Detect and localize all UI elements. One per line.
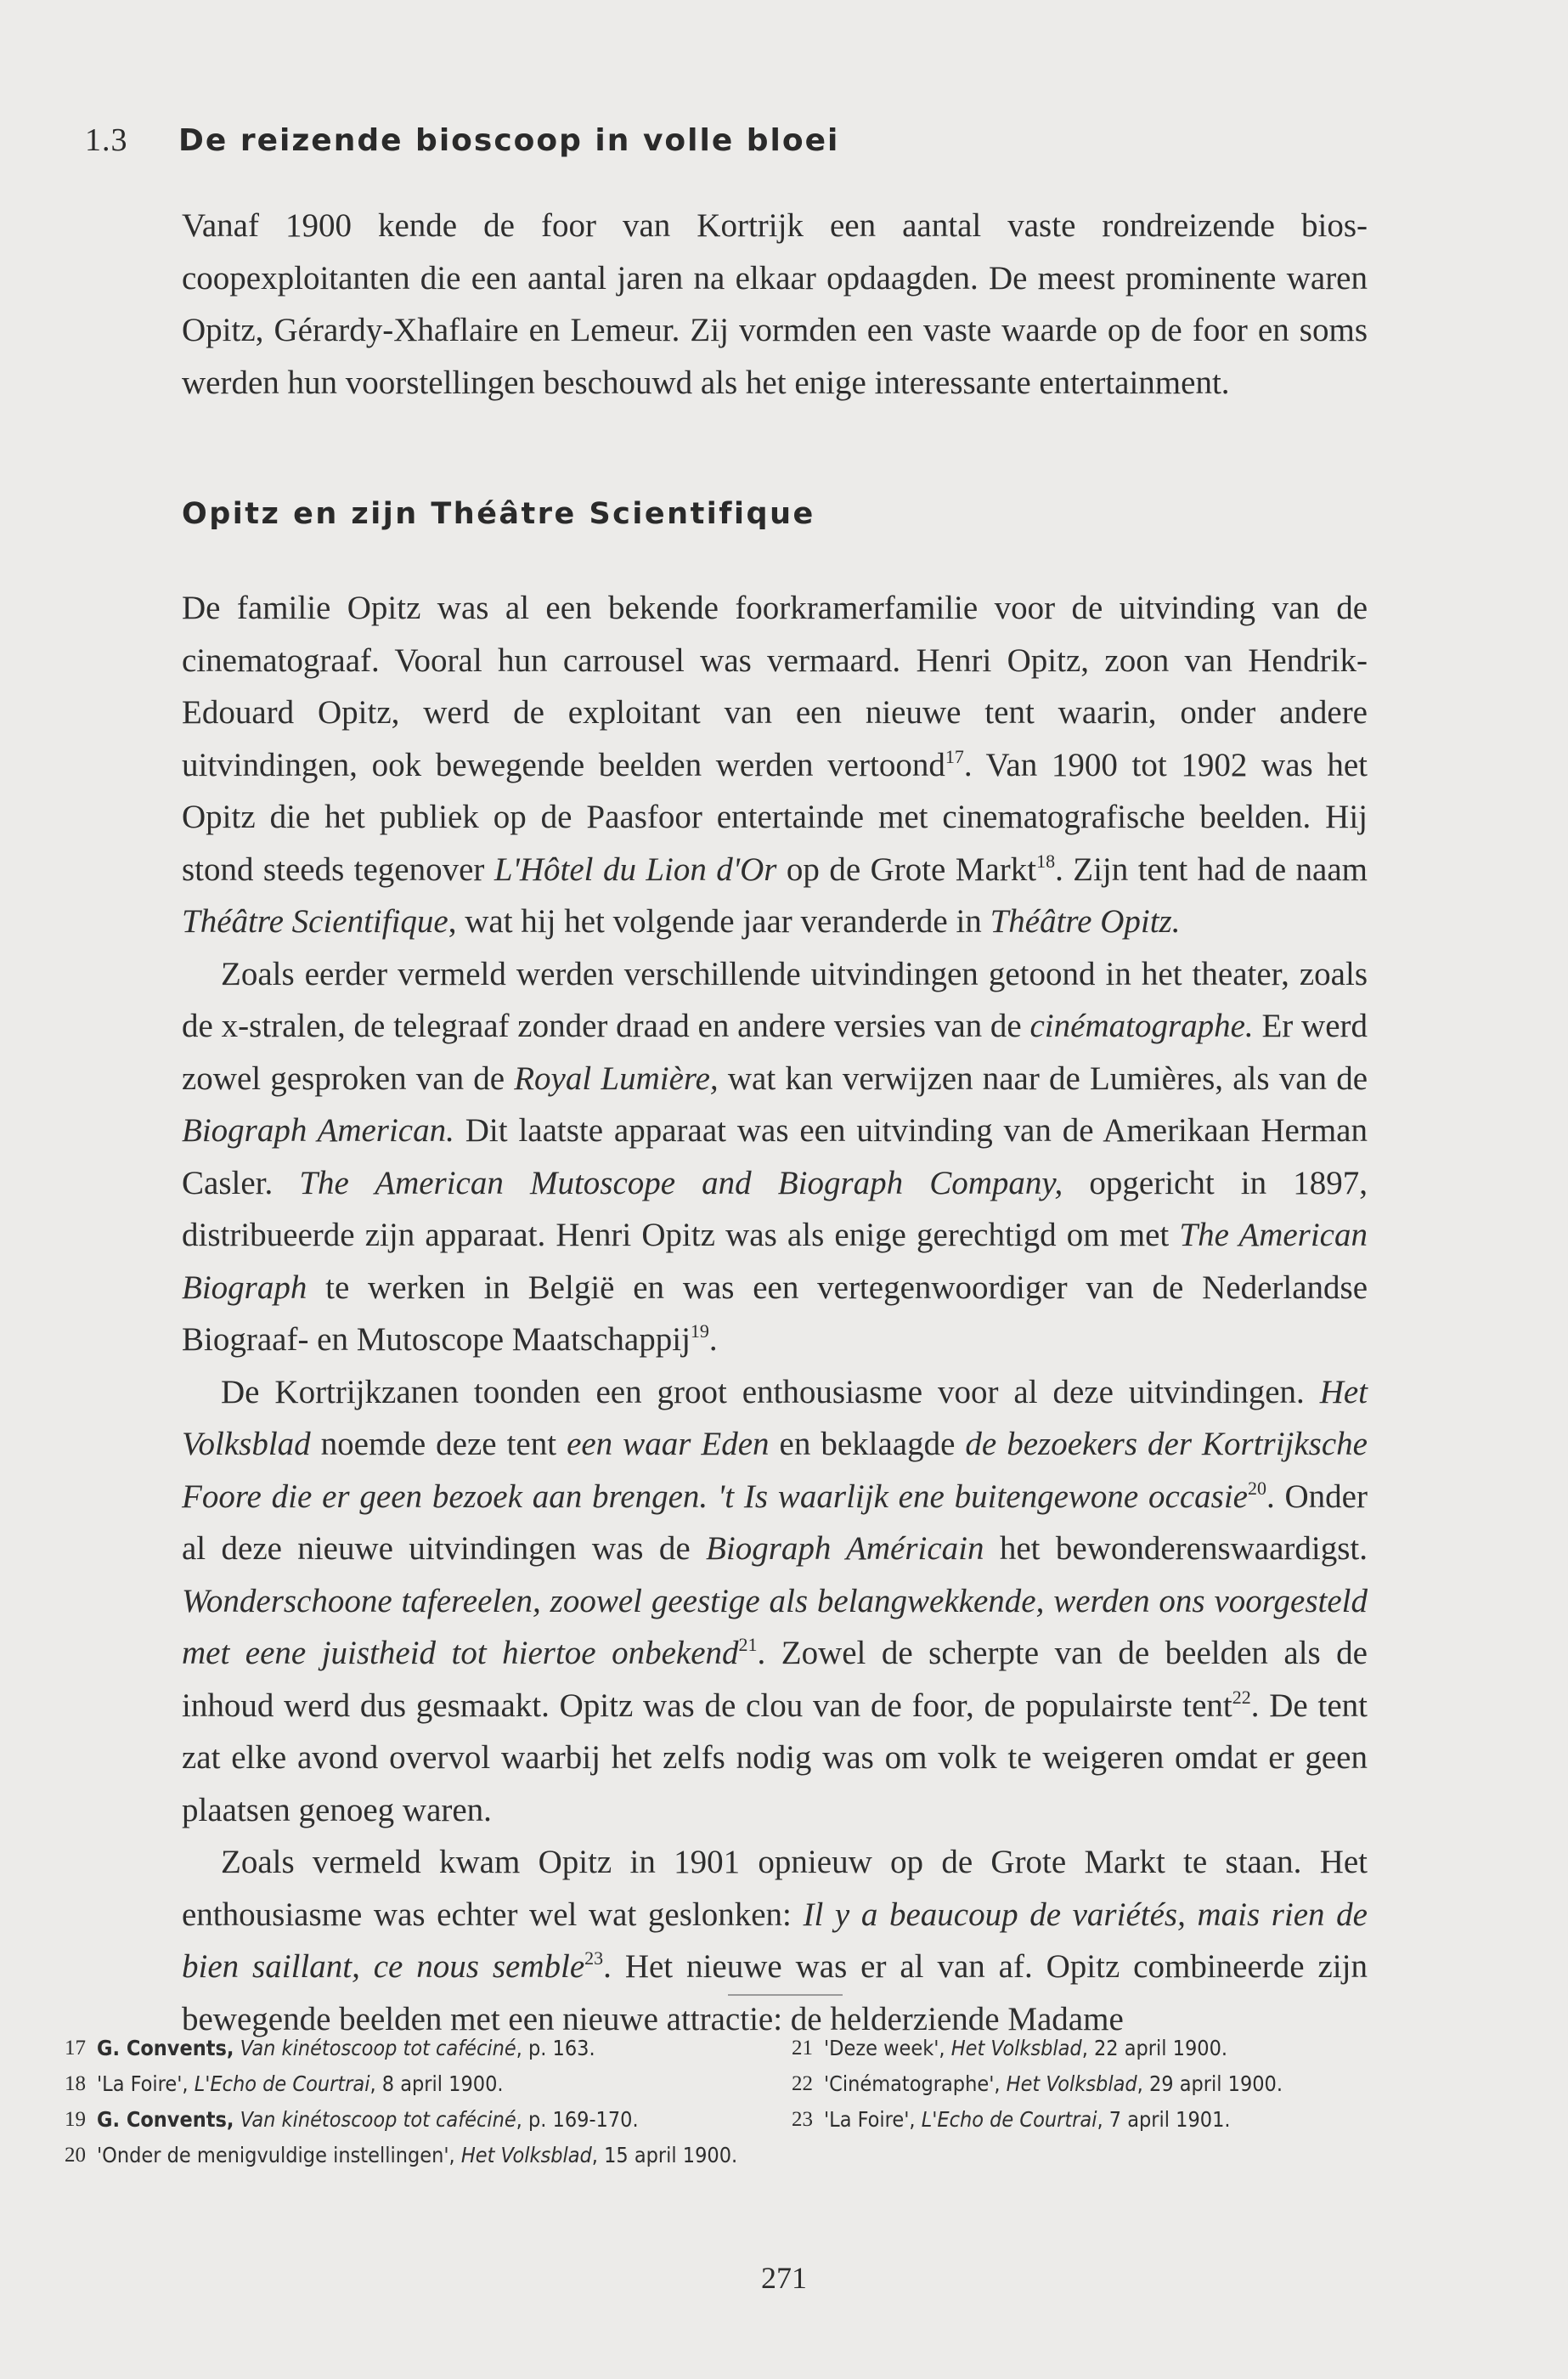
paragraph-3: De Kortrijkzanen toonden een groot enthousiasme voor al deze uitvindingen. Het Volksblad noemde deze tent een waar Eden en beklaagde de bezoekers der Kortrijksche Foore die er geen bezoek aan brengen. 't Is waarlijk ene buitengewone occasie$^{20}$. Onder al deze nieuwe uitvindingen was de Biograph Américain het bewonderenswaardigst. Wonderschoone tafereelen, zoowel geestige als belangwekkende, werden ons voorgesteld met eene juistheid tot hiertoe onbekend$^{21}$. Zowel de scherpte van de beelden als de inhoud werd dus gesmaakt. Opitz was de clou van de foor, de populairste tent$^{22}$. De tent zat elke avond overvol waarbij het zelfs nodig was om volk te weigeren omdat er geen plaatsen genoeg waren.	[182, 1373, 1368, 1828]
footnote-20: 20 'Onder de menigvuldige instellingen', Het Volksblad, 15 april 1900.	[65, 2143, 738, 2167]
footnotes-left	[65, 2033, 778, 2176]
footnote-divider	[728, 1994, 843, 1996]
subsection-heading: Opitz en zijn Théâtre Scientifique	[182, 497, 815, 531]
section-number: 1.3	[85, 122, 128, 158]
paragraph-4: Zoals vermeld kwam Opitz in 1901 opnieuw op de Grote Markt te staan. Het enthousiasme was echter wel wat geslonken: Il y a beaucoup de variétés, mais rien de bien saillant, ce nous semble$^{23}$. Het nieuwe was er al van af. Opitz combineerde zijn bewegende beelden met een nieuwe attractie: de helderziende Madame	[182, 1844, 1368, 2037]
footnote-ref-17: 17	[945, 745, 964, 767]
footnote-ref-22: 22	[1232, 1686, 1251, 1708]
footnote-ref-19: 19	[690, 1320, 709, 1342]
page-number: 271	[761, 2261, 807, 2295]
section-heading	[85, 121, 839, 159]
footnote-ref-23: 23	[584, 1947, 604, 1969]
paragraph-1: De familie Opitz was al een bekende foorkramerfamilie voor de uitvinding van de cinematograaf. Vooral hun carrousel was vermaard. Henri Opitz, zoon van Hendrik-Edouard Opitz, werd de exploitant van een nieuwe tent waarin, onder andere uitvindingen, ook bewegende beelden werden vertoond$^{17}$. Van 1900 tot 1902 was het Opitz die het publiek op de Paasfoor entertainde met cinematografische beelden. Hij stond steeds tegenover L'Hôtel du Lion d'Or op de Grote Markt$^{18}$. Zijn tent had de naam Théâtre Scientifique, wat hij het volgende jaar veranderde in Théâtre Opitz.	[182, 590, 1368, 940]
section-title: De reizende bioscoop in volle bloei	[178, 123, 840, 158]
footnote-17: 17 G. Convents, Van kinétoscoop tot caféciné, p. 163.	[65, 2036, 595, 2060]
footnote-21: 21 'Deze week', Het Volksblad, 22 april 1900.	[792, 2036, 1228, 2060]
paragraph-intro: Vanaf 1900 kende de foor van Kortrijk een aantal vaste rondreizende bioscoopexploitanten die een aantal jaren na elkaar opdaagden. De meest prominente waren Opitz, Gérardy-Xhaflaire en Lemeur. Zij vormden een vaste waarde op de foor en soms werden hun voorstellingen beschouwd als het enige interessante entertainment.	[182, 207, 1368, 401]
footnotes-right	[792, 2033, 1403, 2140]
footnote-ref-18: 18	[1036, 850, 1056, 872]
footnote-23: 23 'La Foire', L'Echo de Courtrai, 7 april 1901.	[792, 2107, 1231, 2132]
footnote-ref-20: 20	[1247, 1477, 1266, 1499]
footnote-19: 19 G. Convents, Van kinétoscoop tot caféciné, p. 169-170.	[65, 2107, 639, 2132]
intro-text	[182, 200, 1368, 409]
footnote-18: 18 'La Foire', L'Echo de Courtrai, 8 april 1900.	[65, 2071, 504, 2096]
paragraph-2: Zoals eerder vermeld werden verschillende uitvindingen getoond in het theater, zoals de x-stralen, de telegraaf zonder draad en andere versies van de cinématographe. Er werd zowel gesproken van de Royal Lumière, wat kan verwijzen naar de Lumières, als van de Biograph American. Dit laatste apparaat was een uitvinding van de Amerikaan Herman Casler. The American Mutoscope and Biograph Company, opgericht in 1897, distribueerde zijn apparaat. Henri Opitz was als enige gerechtigd om met The American Biograph te werken in België en was een vertegenwoordiger van de Nederlandse Biograaf- en Mutoscope Maatschappij$^{19}$.	[182, 955, 1368, 1358]
footnote-22: 22 'Cinématographe', Het Volksblad, 29 april 1900.	[792, 2071, 1283, 2096]
footnote-ref-21: 21	[738, 1634, 758, 1655]
main-text	[182, 582, 1368, 2045]
